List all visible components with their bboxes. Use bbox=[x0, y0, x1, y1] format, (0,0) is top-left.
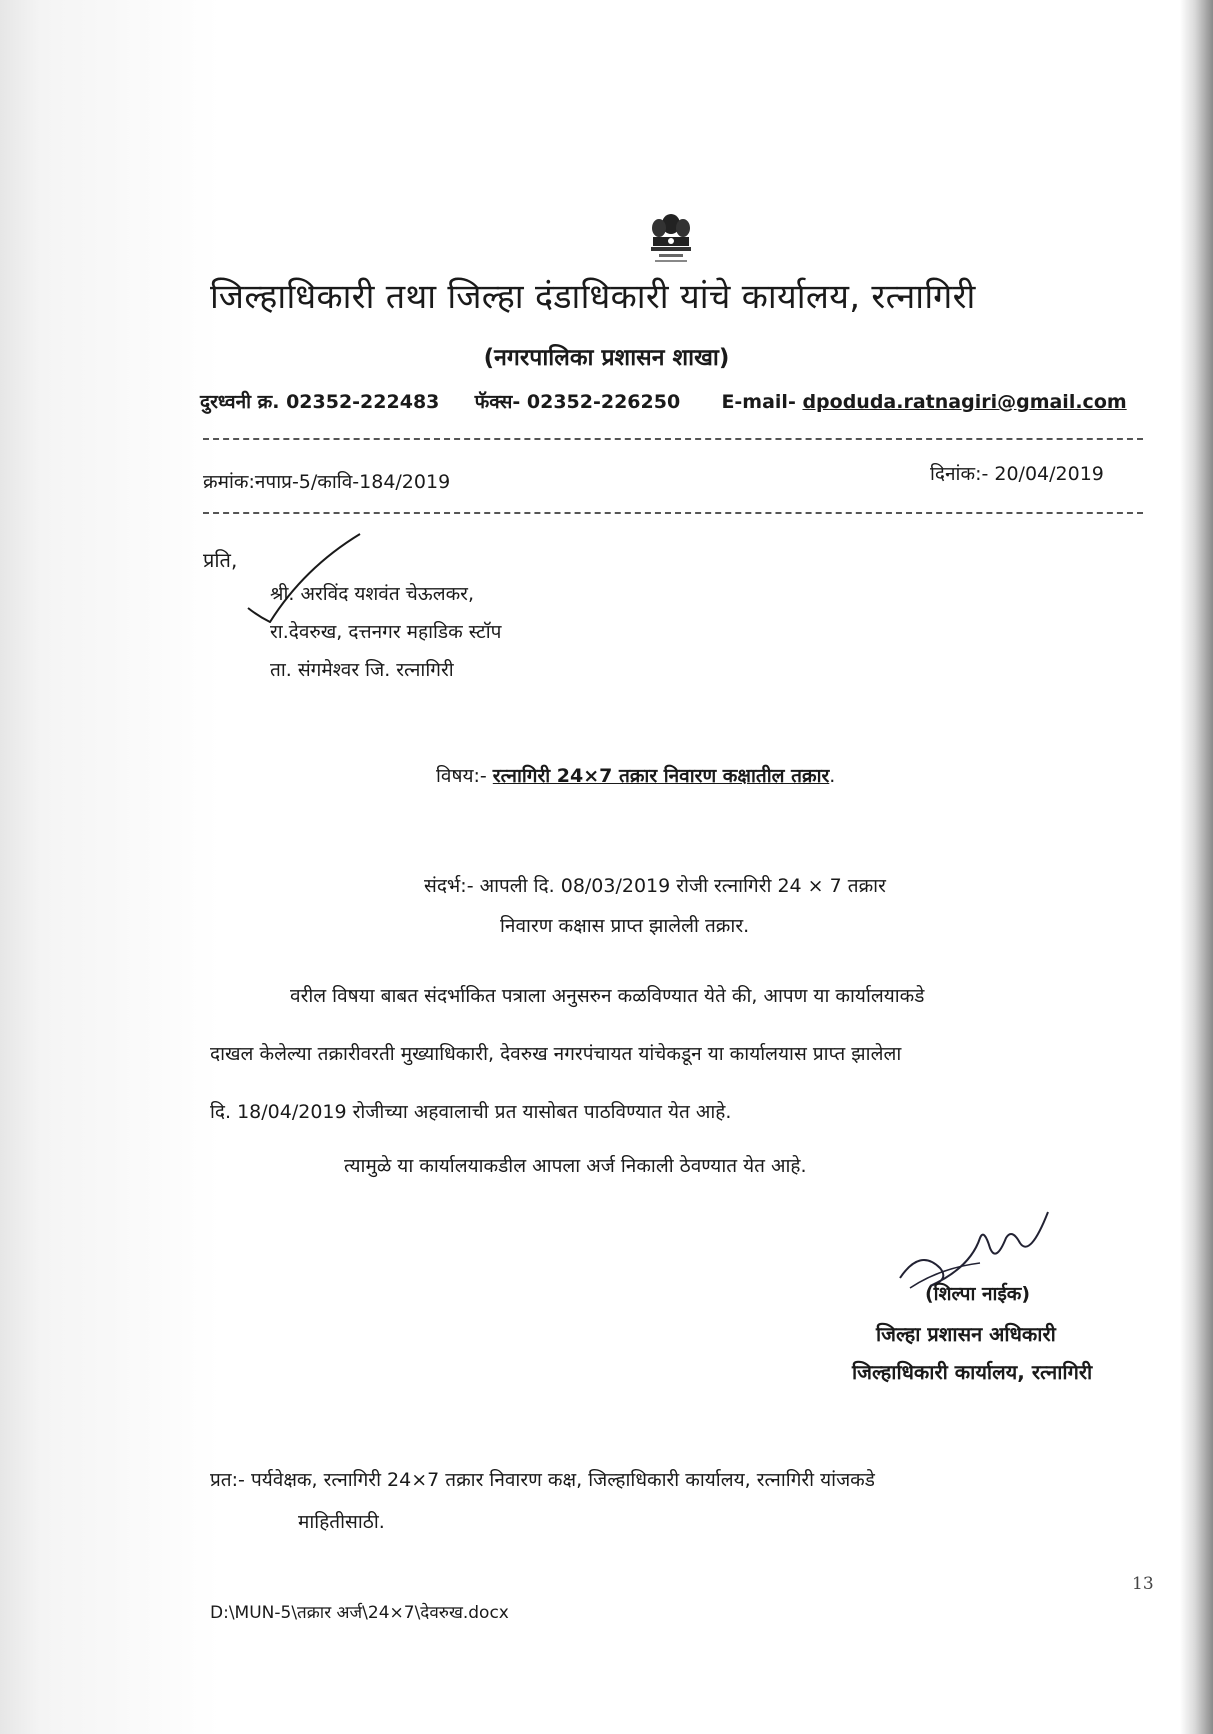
subject-text: रत्नागिरी 24×7 तक्रार निवारण कक्षातील तक्रार bbox=[492, 765, 830, 787]
reference-line-2: निवारण कक्षास प्राप्त झालेली तक्रार. bbox=[500, 915, 750, 937]
body-line-1: वरील विषया बाबत संदर्भाकित पत्राला अनुसरुन कळविण्यात येते की, आपण या कार्यालयाकडे bbox=[290, 985, 925, 1007]
recipient-line-1: श्री. अरविंद यशवंत चेऊलकर, bbox=[270, 583, 474, 605]
state-emblem-icon bbox=[645, 210, 697, 272]
signatory-office: जिल्हाधिकारी कार्यालय, रत्नागिरी bbox=[852, 1360, 1093, 1384]
letter-date: दिनांक:- 20/04/2019 bbox=[930, 463, 1104, 485]
body-line-3: दि. 18/04/2019 रोजीच्या अहवालाची प्रत यासोबत पाठविण्यात येत आहे. bbox=[210, 1101, 732, 1123]
email-link[interactable]: dpoduda.ratnagiri@gmail.com bbox=[802, 391, 1127, 413]
fax-number: फॅक्स- 02352-226250 bbox=[474, 391, 681, 413]
email-label: E-mail- bbox=[721, 391, 803, 413]
copy-to-line-1: प्रत:- पर्यवेक्षक, रत्नागिरी 24×7 तक्रार निवारण कक्ष, जिल्हाधिकारी कार्यालय, रत्नागिरी यांजकडे bbox=[210, 1469, 875, 1491]
signatory-name: (शिल्पा नाईक) bbox=[925, 1283, 1031, 1305]
contact-line bbox=[200, 388, 1127, 414]
page-number: 13 bbox=[1132, 1574, 1154, 1594]
file-path: D:\MUN-5\तक्रार अर्ज\24×7\देवरुख.docx bbox=[210, 1603, 509, 1623]
phone-number: दुरध्वनी क्र. 02352-222483 bbox=[200, 391, 440, 413]
signatory-designation: जिल्हा प्रशासन अधिकारी bbox=[876, 1322, 1056, 1346]
body-line-2: दाखल केलेल्या तक्रारीवरती मुख्याधिकारी, देवरुख नगरपंचायत यांचेकडून या कार्यालयास प्राप्त झालेला bbox=[210, 1043, 902, 1065]
reference-line-1: संदर्भ:- आपली दि. 08/03/2019 रोजी रत्नागिरी 24 × 7 तक्रार bbox=[424, 875, 886, 897]
divider-top bbox=[203, 438, 1143, 440]
office-title: जिल्हाधिकारी तथा जिल्हा दंडाधिकारी यांचे कार्यालय, रत्नागिरी bbox=[210, 277, 976, 317]
recipient-line-3: ता. संगमेश्वर जि. रत्नागिरी bbox=[270, 659, 454, 681]
salutation-prati: प्रति, bbox=[203, 548, 238, 572]
body-line-4: त्यामुळे या कार्यालयाकडील आपला अर्ज निकाली ठेवण्यात येत आहे. bbox=[344, 1155, 807, 1177]
check-mark-icon bbox=[244, 528, 364, 623]
subject-line: विषय:- रत्नागिरी 24×7 तक्रार निवारण कक्षातील तक्रार. bbox=[436, 765, 836, 787]
subject-label: विषय:- bbox=[436, 765, 493, 787]
reference-number: क्रमांक:नपाप्र-5/कावि-184/2019 bbox=[203, 471, 451, 493]
branch-name: (नगरपालिका प्रशासन शाखा) bbox=[483, 345, 730, 371]
recipient-line-2: रा.देवरुख, दत्तनगर महाडिक स्टॉप bbox=[270, 621, 502, 643]
divider-bottom bbox=[203, 512, 1143, 514]
copy-to-line-2: माहितीसाठी. bbox=[298, 1511, 385, 1533]
